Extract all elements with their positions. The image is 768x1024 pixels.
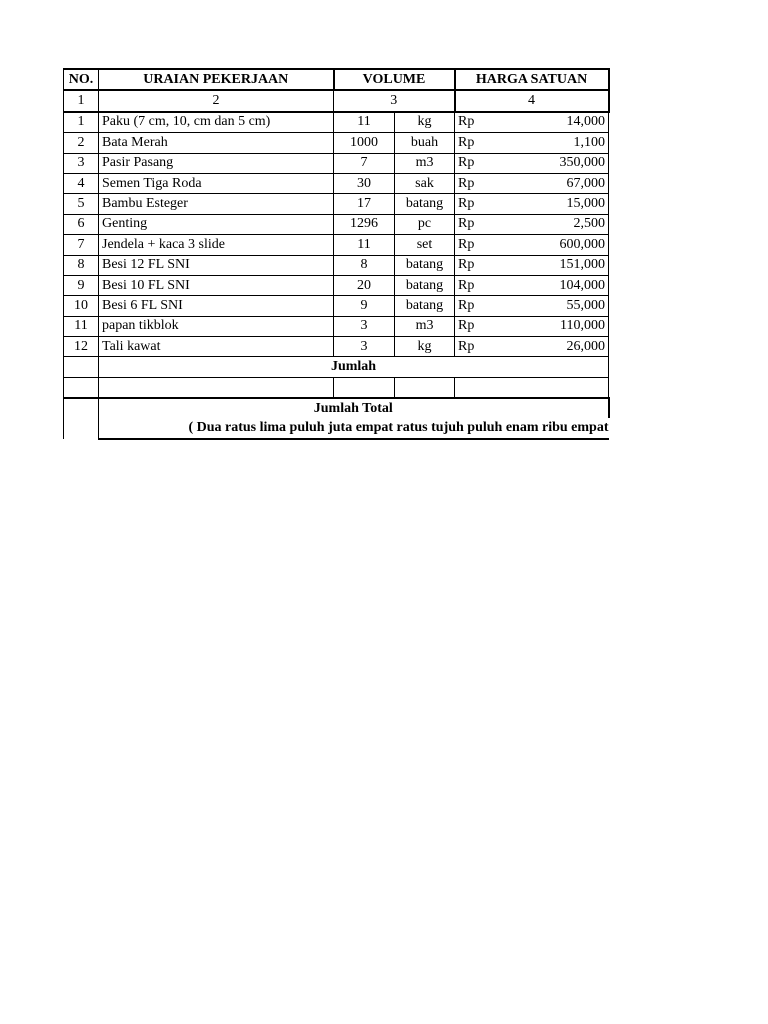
row-no: 11 bbox=[64, 316, 99, 336]
row-currency: Rp bbox=[455, 173, 525, 193]
row-currency: Rp bbox=[455, 337, 525, 357]
row-no: 5 bbox=[64, 194, 99, 214]
row-currency: Rp bbox=[455, 296, 525, 316]
row-unit-price: 14,000 bbox=[525, 112, 609, 133]
blank-cell bbox=[64, 377, 99, 398]
jumlah-label: Jumlah bbox=[99, 357, 609, 377]
rab-spreadsheet bbox=[63, 68, 609, 435]
total-row bbox=[64, 398, 609, 418]
row-quantity: 7 bbox=[334, 153, 395, 173]
row-quantity: 3 bbox=[334, 316, 395, 336]
total-label: Jumlah Total bbox=[99, 398, 609, 418]
row-quantity: 1000 bbox=[334, 133, 395, 153]
row-currency: Rp bbox=[455, 255, 525, 275]
row-currency: Rp bbox=[455, 316, 525, 336]
colnum-description: 2 bbox=[99, 90, 334, 111]
table-row bbox=[64, 337, 609, 357]
row-unit-price: 67,000 bbox=[525, 173, 609, 193]
row-quantity: 9 bbox=[334, 296, 395, 316]
row-currency: Rp bbox=[455, 214, 525, 234]
row-no: 10 bbox=[64, 296, 99, 316]
row-no: 7 bbox=[64, 235, 99, 255]
blank-cell bbox=[99, 377, 334, 398]
table-row bbox=[64, 316, 609, 336]
jumlah-row bbox=[64, 357, 609, 377]
row-unit: batang bbox=[395, 255, 455, 275]
row-unit: sak bbox=[395, 173, 455, 193]
row-quantity: 11 bbox=[334, 235, 395, 255]
row-currency: Rp bbox=[455, 133, 525, 153]
row-unit-price: 151,000 bbox=[525, 255, 609, 275]
blank-row bbox=[64, 377, 609, 398]
row-description: Besi 10 FL SNI bbox=[99, 275, 334, 295]
row-quantity: 8 bbox=[334, 255, 395, 275]
colnum-no: 1 bbox=[64, 90, 99, 111]
table-row bbox=[64, 173, 609, 193]
row-quantity: 20 bbox=[334, 275, 395, 295]
row-quantity: 3 bbox=[334, 337, 395, 357]
row-quantity: 1296 bbox=[334, 214, 395, 234]
blank-cell bbox=[455, 377, 609, 398]
cost-estimate-table bbox=[63, 68, 610, 440]
row-currency: Rp bbox=[455, 275, 525, 295]
row-no: 12 bbox=[64, 337, 99, 357]
table-row bbox=[64, 194, 609, 214]
row-unit-price: 350,000 bbox=[525, 153, 609, 173]
table-row bbox=[64, 153, 609, 173]
row-no: 6 bbox=[64, 214, 99, 234]
row-currency: Rp bbox=[455, 194, 525, 214]
row-description: Genting bbox=[99, 214, 334, 234]
row-unit-price: 55,000 bbox=[525, 296, 609, 316]
row-unit-price: 110,000 bbox=[525, 316, 609, 336]
total-empty-no bbox=[64, 398, 99, 438]
row-no: 9 bbox=[64, 275, 99, 295]
table-row bbox=[64, 296, 609, 316]
header-no: NO. bbox=[64, 69, 99, 90]
header-volume: VOLUME bbox=[334, 69, 455, 90]
row-quantity: 30 bbox=[334, 173, 395, 193]
row-unit-price: 1,100 bbox=[525, 133, 609, 153]
row-unit-price: 104,000 bbox=[525, 275, 609, 295]
row-description: Besi 12 FL SNI bbox=[99, 255, 334, 275]
row-description: papan tikblok bbox=[99, 316, 334, 336]
header-description: URAIAN PEKERJAAN bbox=[99, 69, 334, 90]
row-unit: set bbox=[395, 235, 455, 255]
row-unit: m3 bbox=[395, 153, 455, 173]
row-description: Bambu Esteger bbox=[99, 194, 334, 214]
row-description: Pasir Pasang bbox=[99, 153, 334, 173]
blank-cell bbox=[395, 377, 455, 398]
colnum-unit-price: 4 bbox=[455, 90, 609, 111]
row-description: Jendela + kaca 3 slide bbox=[99, 235, 334, 255]
row-quantity: 17 bbox=[334, 194, 395, 214]
total-in-words: ( Dua ratus lima puluh juta empat ratus tujuh puluh enam ribu empat bbox=[99, 418, 609, 438]
row-unit-price: 2,500 bbox=[525, 214, 609, 234]
colnum-volume: 3 bbox=[334, 90, 455, 111]
row-no: 2 bbox=[64, 133, 99, 153]
row-unit: m3 bbox=[395, 316, 455, 336]
row-currency: Rp bbox=[455, 112, 525, 133]
row-description: Tali kawat bbox=[99, 337, 334, 357]
row-unit: kg bbox=[395, 337, 455, 357]
header-unit-price: HARGA SATUAN bbox=[455, 69, 609, 90]
row-unit: pc bbox=[395, 214, 455, 234]
row-unit-price: 26,000 bbox=[525, 337, 609, 357]
row-description: Paku (7 cm, 10, cm dan 5 cm) bbox=[99, 112, 334, 133]
table-row bbox=[64, 214, 609, 234]
row-unit: batang bbox=[395, 296, 455, 316]
table-row bbox=[64, 255, 609, 275]
row-unit: batang bbox=[395, 275, 455, 295]
table-row bbox=[64, 133, 609, 153]
total-words-row bbox=[64, 418, 609, 438]
jumlah-empty-no bbox=[64, 357, 99, 377]
row-unit-price: 15,000 bbox=[525, 194, 609, 214]
row-unit: kg bbox=[395, 112, 455, 133]
row-unit: buah bbox=[395, 133, 455, 153]
row-currency: Rp bbox=[455, 153, 525, 173]
blank-cell bbox=[334, 377, 395, 398]
row-description: Bata Merah bbox=[99, 133, 334, 153]
row-description: Besi 6 FL SNI bbox=[99, 296, 334, 316]
header-row bbox=[64, 69, 609, 90]
column-number-row bbox=[64, 90, 609, 111]
row-currency: Rp bbox=[455, 235, 525, 255]
row-unit-price: 600,000 bbox=[525, 235, 609, 255]
table-row bbox=[64, 112, 609, 133]
row-description: Semen Tiga Roda bbox=[99, 173, 334, 193]
row-unit: batang bbox=[395, 194, 455, 214]
row-no: 3 bbox=[64, 153, 99, 173]
table-row bbox=[64, 235, 609, 255]
row-no: 1 bbox=[64, 112, 99, 133]
row-quantity: 11 bbox=[334, 112, 395, 133]
row-no: 8 bbox=[64, 255, 99, 275]
row-no: 4 bbox=[64, 173, 99, 193]
table-row bbox=[64, 275, 609, 295]
